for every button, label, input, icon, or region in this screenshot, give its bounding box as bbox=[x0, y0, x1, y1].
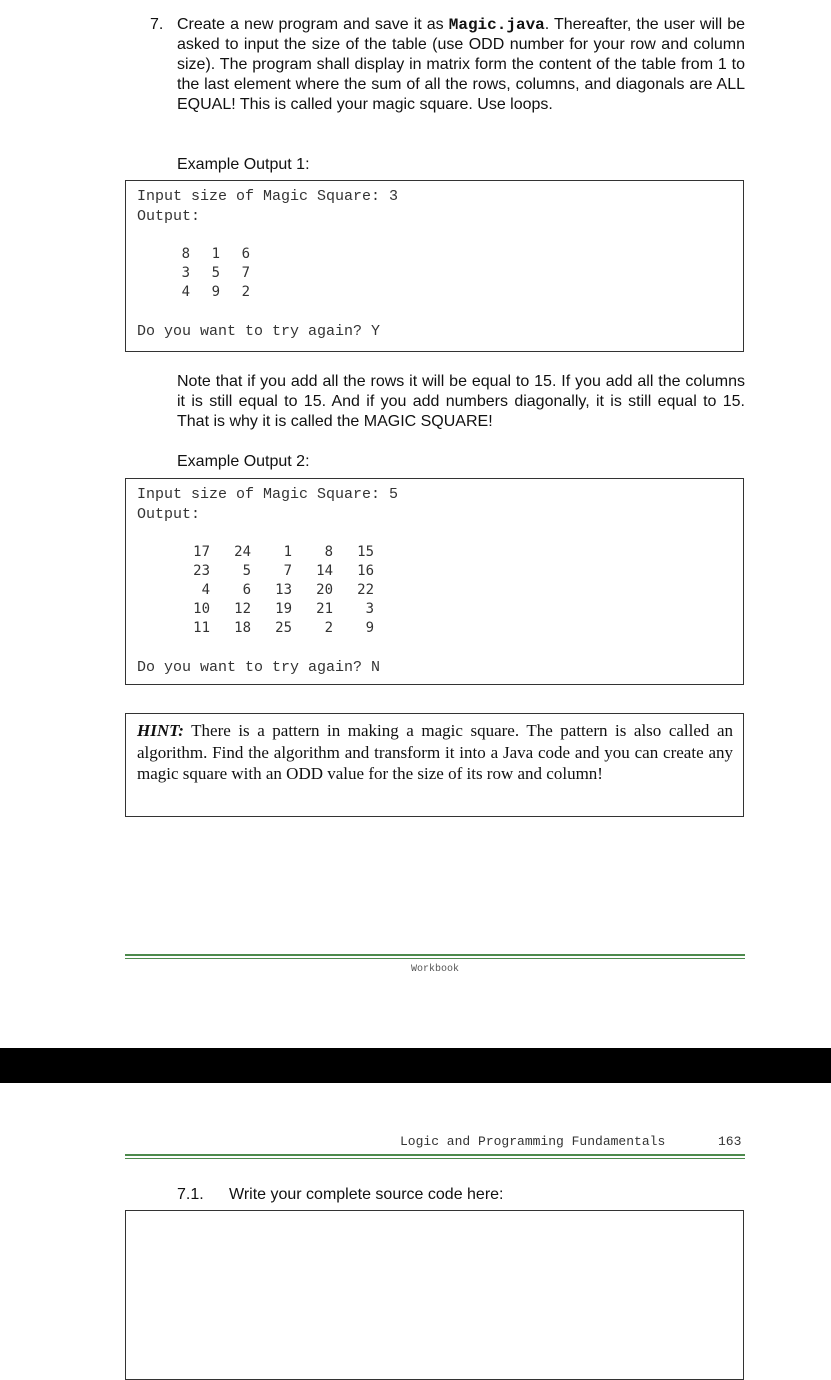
example2-cell: 18 bbox=[234, 620, 251, 636]
example2-output-label: Output: bbox=[137, 506, 201, 523]
example2-box bbox=[125, 478, 744, 685]
example2-cell: 15 bbox=[357, 544, 374, 560]
question-text-before: Create a new program and save it as bbox=[177, 16, 449, 33]
header-rule-top bbox=[125, 1154, 745, 1156]
footer-label: Workbook bbox=[410, 964, 459, 975]
hint-lead: HINT: bbox=[137, 721, 184, 740]
example2-cell: 7 bbox=[283, 563, 292, 579]
question-number: 7. bbox=[150, 16, 164, 33]
example2-cell: 17 bbox=[193, 544, 210, 560]
example2-cell: 3 bbox=[365, 601, 374, 617]
hint-box bbox=[125, 713, 744, 817]
page-number: 163 bbox=[718, 1134, 742, 1149]
example1-cell: 9 bbox=[211, 284, 220, 300]
example1-cell: 4 bbox=[181, 284, 190, 300]
example2-label: Example Output 2: bbox=[177, 453, 310, 470]
example2-cell: 19 bbox=[275, 601, 292, 617]
example2-cell: 25 bbox=[275, 620, 292, 636]
example2-cell: 13 bbox=[275, 582, 292, 598]
example2-cell: 23 bbox=[193, 563, 210, 579]
example2-cell: 9 bbox=[365, 620, 374, 636]
example2-cell: 12 bbox=[234, 601, 251, 617]
example1-cell: 3 bbox=[181, 265, 190, 281]
question-text-after: . Thereafter, the user will be asked to input the size of the table (use ODD number for your row and column size). The program shall display in matrix form the content of the table from 1 to the last element where the sum of all the rows, columns, and diagonals are ALL EQUAL! This is called your magic square. Use loops. bbox=[177, 16, 745, 113]
example2-cell: 8 bbox=[324, 544, 333, 560]
example2-cell: 24 bbox=[234, 544, 251, 560]
question-filename: Magic.java bbox=[448, 16, 545, 34]
example1-prompt: Input size of Magic Square: 3 bbox=[137, 188, 399, 205]
example1-cell: 6 bbox=[241, 246, 250, 262]
hint-text bbox=[137, 720, 733, 785]
example2-cell: 22 bbox=[357, 582, 374, 598]
example2-cell: 6 bbox=[242, 582, 251, 598]
example2-cell: 11 bbox=[193, 620, 210, 636]
page-divider bbox=[0, 1048, 831, 1083]
example1-cell: 7 bbox=[241, 265, 250, 281]
example2-cell: 16 bbox=[357, 563, 374, 579]
header-rule-bottom bbox=[125, 1158, 745, 1159]
example1-cell: 8 bbox=[181, 246, 190, 262]
subquestion-text: Write your complete source code here: bbox=[229, 1186, 504, 1203]
example2-cell: 20 bbox=[316, 582, 333, 598]
example2-cell: 1 bbox=[283, 544, 292, 560]
example1-output-label: Output: bbox=[137, 208, 201, 225]
example2-cell: 2 bbox=[324, 620, 333, 636]
example2-again: Do you want to try again? N bbox=[137, 659, 381, 676]
example2-cell: 14 bbox=[316, 563, 333, 579]
next-page-header: Logic and Programming Fundamentals bbox=[400, 1134, 666, 1149]
footer-rule-top bbox=[125, 954, 745, 956]
example1-cell: 5 bbox=[211, 265, 220, 281]
question-text bbox=[177, 15, 745, 115]
hint-body: There is a pattern in making a magic square. The pattern is also called an algorithm. Find the algorithm and transform it into a Java code and you can create any magic square with an ODD value for the size of its row and column! bbox=[137, 721, 733, 783]
example1-cell: 1 bbox=[211, 246, 220, 262]
footer-rule-bottom bbox=[125, 958, 745, 959]
example2-cell: 10 bbox=[193, 601, 210, 617]
example2-cell: 21 bbox=[316, 601, 333, 617]
example2-prompt: Input size of Magic Square: 5 bbox=[137, 486, 399, 503]
example2-cell: 5 bbox=[242, 563, 251, 579]
example1-label: Example Output 1: bbox=[177, 156, 310, 173]
example1-again: Do you want to try again? Y bbox=[137, 323, 381, 340]
note-paragraph: Note that if you add all the rows it will be equal to 15. If you add all the columns it is still equal to 15. And if you add numbers diagonally, it is still equal to 15. That is why it is called the MAGIC SQUARE! bbox=[177, 373, 745, 430]
subquestion-number: 7.1. bbox=[177, 1186, 204, 1203]
example1-cell: 2 bbox=[241, 284, 250, 300]
example1-box bbox=[125, 180, 744, 352]
source-code-box[interactable] bbox=[125, 1210, 744, 1380]
example2-cell: 4 bbox=[201, 582, 210, 598]
